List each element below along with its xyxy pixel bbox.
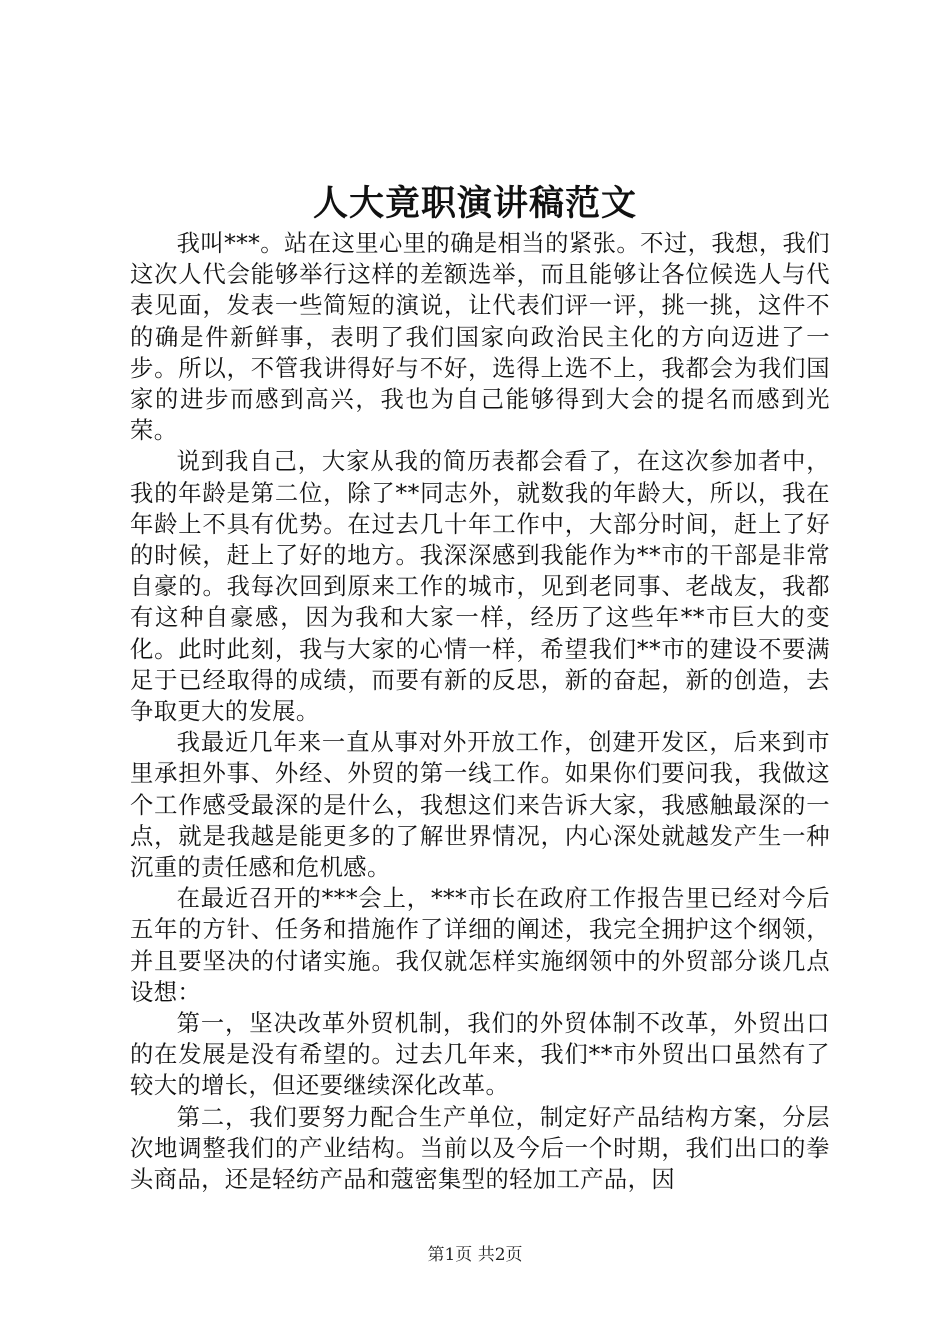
document-title: 人大竟职演讲稿范文 xyxy=(312,183,637,224)
paragraph: 我最近几年来一直从事对外开放工作，创建开发区，后来到市里承担外事、外经、外贸的第一线工作。如果你们要问我，我做这个工作感受最深的是什么，我想这们来告诉大家，我感触最深的一点，就是我越是能更多的了解世界情况，内心深处就越发产生一种沉重的责任感和危机感。 xyxy=(130,729,830,882)
paragraph: 在最近召开的***会上，***市长在政府工作报告里已经对今后五年的方针、任务和措施作了详细的阐述，我完全拥护这个纲领，并且要坚决的付诸实施。我仅就怎样实施纲领中的外贸部分谈几点设想： xyxy=(130,885,830,1006)
paragraph: 第二，我们要努力配合生产单位，制定好产品结构方案，分层次地调整我们的产业结构。当前以及今后一个时期，我们出口的拳头商品，还是轻纺产品和蔻密集型的轻加工产品，因 xyxy=(130,1103,830,1194)
page-number-footer: 第1页 共2页 xyxy=(427,1245,523,1265)
paragraph: 说到我自己，大家从我的简历表都会看了，在这次参加者中，我的年龄是第二位，除了**同志外，就数我的年龄大，所以，我在年龄上不具有优势。在过去几十年工作中，大部分时间，赶上了好的时候，赶上了好的地方。我深深感到我能作为**市的干部是非常自豪的。我每次回到原来工作的城市，见到老同事、老战友，我都有这种自豪感，因为我和大家一样，经历了这些年**市巨大的变化。此时此刻，我与大家的心情一样，希望我们**市的建设不要满足于已经取得的成绩，而要有新的反思，新的奋起，新的创造，去争取更大的发展。 xyxy=(130,448,830,726)
paragraph: 第一，坚决改革外贸机制，我们的外贸体制不改革，外贸出口的在发展是没有希望的。过去几年来，我们**市外贸出口虽然有了较大的增长，但还要继续深化改革。 xyxy=(130,1010,830,1100)
paragraph: 我叫***。站在这里心里的确是相当的紧张。不过，我想，我们这次人代会能够举行这样的差额选举，而且能够让各位候选人与代表见面，发表一些简短的演说，让代表们评一评，挑一挑，这件不的确是件新鲜事，表明了我们国家向政治民主化的方向迈进了一步。所以，不管我讲得好与不好，选得上选不上，我都会为我们国家的进步而感到高兴，我也为自己能够得到大会的提名而感到光荣。 xyxy=(130,230,830,445)
document-body xyxy=(130,228,830,1195)
